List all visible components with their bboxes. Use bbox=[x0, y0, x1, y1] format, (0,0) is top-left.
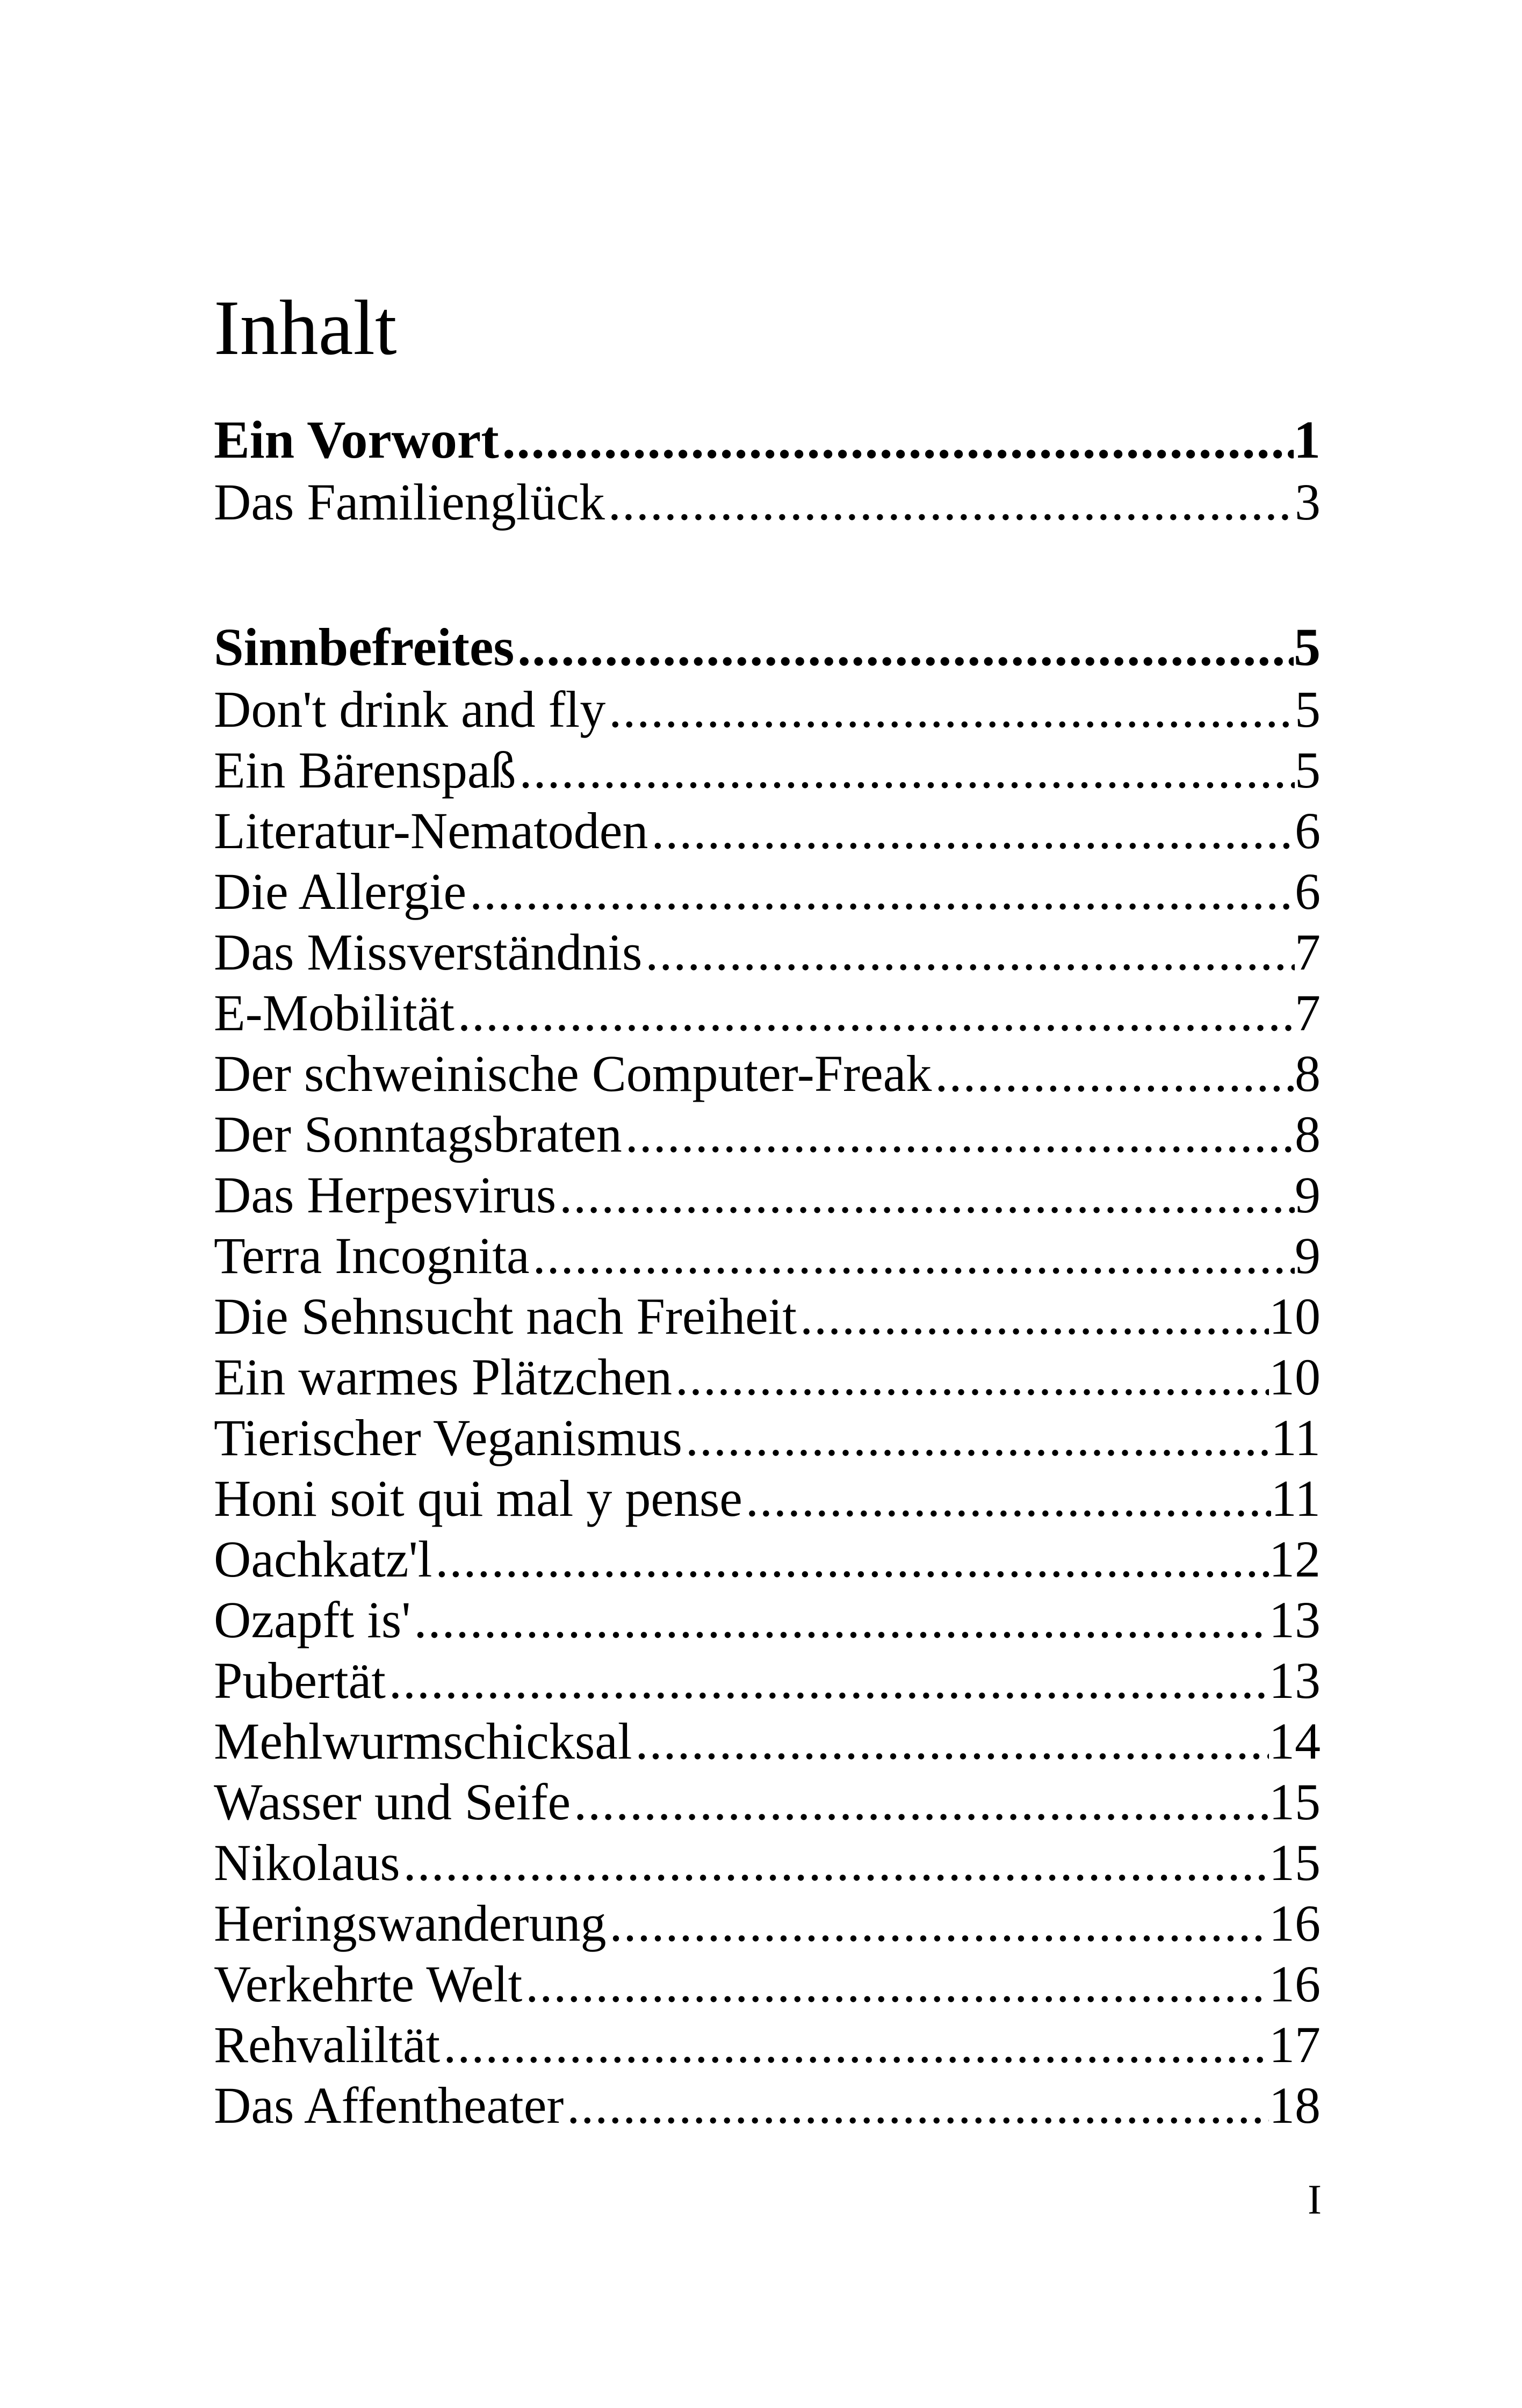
dot-leader bbox=[432, 1529, 1269, 1589]
toc-entry bbox=[214, 800, 1321, 861]
toc-entry bbox=[214, 1347, 1321, 1407]
toc-entry-label: Die Sehnsucht nach Freiheit bbox=[214, 1288, 797, 1345]
toc-entry-label: Wasser und Seife bbox=[214, 1773, 571, 1831]
toc-entry-label: Das Missverständnis bbox=[214, 923, 643, 981]
toc-entry-page: 17 bbox=[1269, 2016, 1321, 2073]
toc-entry-page: 14 bbox=[1269, 1712, 1321, 1770]
toc-entry-page: 3 bbox=[1295, 473, 1321, 531]
toc-chapter-label: Sinnbefreites bbox=[214, 617, 515, 677]
toc-entry-page: 9 bbox=[1295, 1227, 1321, 1284]
toc-entry bbox=[214, 1407, 1321, 1468]
toc-entry-page: 8 bbox=[1295, 1045, 1321, 1102]
dot-leader bbox=[514, 616, 1294, 679]
toc-entry bbox=[214, 2075, 1321, 2136]
toc-entry-label: Mehlwurmschicksal bbox=[214, 1712, 632, 1770]
page-title: Inhalt bbox=[214, 284, 397, 371]
toc-entry-label: Oachkatz'l bbox=[214, 1530, 432, 1588]
toc-entry-label: Literatur-Nematoden bbox=[214, 802, 648, 859]
toc-entry-label: Tierischer Veganismus bbox=[214, 1409, 682, 1466]
toc-entry-page: 7 bbox=[1295, 984, 1321, 1042]
toc-entry bbox=[214, 472, 1321, 532]
dot-leader bbox=[622, 1104, 1295, 1165]
page-number: I bbox=[1308, 2176, 1322, 2223]
toc-entry-label: Pubertät bbox=[214, 1652, 386, 1709]
dot-leader bbox=[400, 1832, 1269, 1893]
dot-leader bbox=[632, 1711, 1269, 1771]
toc-entry bbox=[214, 679, 1321, 740]
dot-leader bbox=[455, 982, 1295, 1043]
toc-entry bbox=[214, 922, 1321, 982]
dot-leader bbox=[571, 1771, 1269, 1832]
toc-entry-label: Das Herpesvirus bbox=[214, 1166, 557, 1224]
toc-entry-page: 6 bbox=[1295, 863, 1321, 920]
toc-entry-label: Das Familienglück bbox=[214, 473, 605, 531]
toc-entry-page: 10 bbox=[1269, 1348, 1321, 1406]
toc-entry bbox=[214, 1286, 1321, 1347]
toc-entry-label: Ein warmes Plätzchen bbox=[214, 1348, 673, 1406]
toc-entry-page: 12 bbox=[1269, 1530, 1321, 1588]
toc-entry bbox=[214, 1954, 1321, 2014]
toc-entry-label: Die Allergie bbox=[214, 863, 467, 920]
toc-entry-page: 13 bbox=[1269, 1652, 1321, 1709]
toc-chapter-heading bbox=[214, 408, 1321, 472]
toc-entry-label: Ein Bärenspaß bbox=[214, 741, 516, 799]
toc-entry bbox=[214, 1104, 1321, 1165]
toc-entry-label: E-Mobilität bbox=[214, 984, 455, 1042]
toc-entry bbox=[214, 1832, 1321, 1893]
dot-leader bbox=[556, 1165, 1295, 1225]
toc-entry-page: 16 bbox=[1269, 1955, 1321, 2013]
toc-entry-page: 9 bbox=[1295, 1166, 1321, 1224]
dot-leader bbox=[648, 800, 1295, 861]
dot-leader bbox=[605, 679, 1295, 740]
toc-entry-list bbox=[214, 679, 1321, 2136]
dot-leader bbox=[606, 1893, 1269, 1954]
toc-entry bbox=[214, 861, 1321, 922]
toc-entry bbox=[214, 1589, 1321, 1650]
dot-leader bbox=[682, 1407, 1271, 1468]
dot-leader bbox=[742, 1468, 1271, 1529]
dot-leader bbox=[522, 1954, 1269, 2014]
dot-leader bbox=[499, 408, 1294, 472]
toc-entry bbox=[214, 1893, 1321, 1954]
dot-leader bbox=[605, 472, 1295, 532]
toc-entry bbox=[214, 1529, 1321, 1589]
toc-entry-page: 16 bbox=[1269, 1894, 1321, 1952]
toc-entry-page: 11 bbox=[1271, 1470, 1321, 1527]
dot-leader bbox=[530, 1225, 1295, 1286]
toc-entry-label: Don't drink and fly bbox=[214, 681, 606, 738]
toc-entry-label: Ozapft is' bbox=[214, 1591, 411, 1648]
dot-leader bbox=[564, 2075, 1269, 2136]
toc-entry bbox=[214, 1650, 1321, 1711]
toc-entry-page: 15 bbox=[1269, 1834, 1321, 1891]
toc-entry-label: Nikolaus bbox=[214, 1834, 400, 1891]
dot-leader bbox=[440, 2014, 1269, 2075]
table-of-contents bbox=[214, 408, 1321, 2136]
toc-entry-page: 8 bbox=[1295, 1105, 1321, 1163]
dot-leader bbox=[932, 1043, 1295, 1104]
toc-entry-label: Heringswanderung bbox=[214, 1894, 607, 1952]
toc-entry bbox=[214, 1468, 1321, 1529]
toc-entry bbox=[214, 1711, 1321, 1771]
dot-leader bbox=[516, 740, 1295, 800]
toc-entry-label: Der schweinische Computer-Freak bbox=[214, 1045, 932, 1102]
toc-entry-label: Der Sonntagsbraten bbox=[214, 1105, 622, 1163]
dot-leader bbox=[386, 1650, 1269, 1711]
toc-entry-page: 5 bbox=[1295, 741, 1321, 799]
dot-leader bbox=[797, 1286, 1269, 1347]
toc-entry bbox=[214, 1043, 1321, 1104]
toc-entry-page: 15 bbox=[1269, 1773, 1321, 1831]
toc-entry bbox=[214, 2014, 1321, 2075]
toc-entry-page: 11 bbox=[1271, 1409, 1321, 1466]
toc-entry bbox=[214, 1225, 1321, 1286]
toc-entry-page: 13 bbox=[1269, 1591, 1321, 1648]
toc-entry-label: Terra Incognita bbox=[214, 1227, 530, 1284]
toc-entry-label: Verkehrte Welt bbox=[214, 1955, 523, 2013]
toc-entry bbox=[214, 1771, 1321, 1832]
toc-entry bbox=[214, 982, 1321, 1043]
toc-entry-page: 6 bbox=[1295, 802, 1321, 859]
toc-entry-page: 18 bbox=[1269, 2077, 1321, 2134]
toc-entry bbox=[214, 1165, 1321, 1225]
toc-entry-label: Honi soit qui mal y pense bbox=[214, 1470, 742, 1527]
dot-leader bbox=[642, 922, 1295, 982]
dot-leader bbox=[672, 1347, 1269, 1407]
dot-leader bbox=[411, 1589, 1269, 1650]
toc-chapter-page: 1 bbox=[1294, 410, 1321, 469]
toc-chapter-page: 5 bbox=[1294, 617, 1321, 677]
toc-chapter-label: Ein Vorwort bbox=[214, 410, 499, 469]
toc-entry-label: Das Affentheater bbox=[214, 2077, 564, 2134]
toc-chapter-heading bbox=[214, 616, 1321, 679]
dot-leader bbox=[466, 861, 1295, 922]
toc-entry-page: 5 bbox=[1295, 681, 1321, 738]
toc-entry-page: 10 bbox=[1269, 1288, 1321, 1345]
toc-entry-label: Rehvaliltät bbox=[214, 2016, 441, 2073]
toc-entry-page: 7 bbox=[1295, 923, 1321, 981]
toc-entry bbox=[214, 740, 1321, 800]
